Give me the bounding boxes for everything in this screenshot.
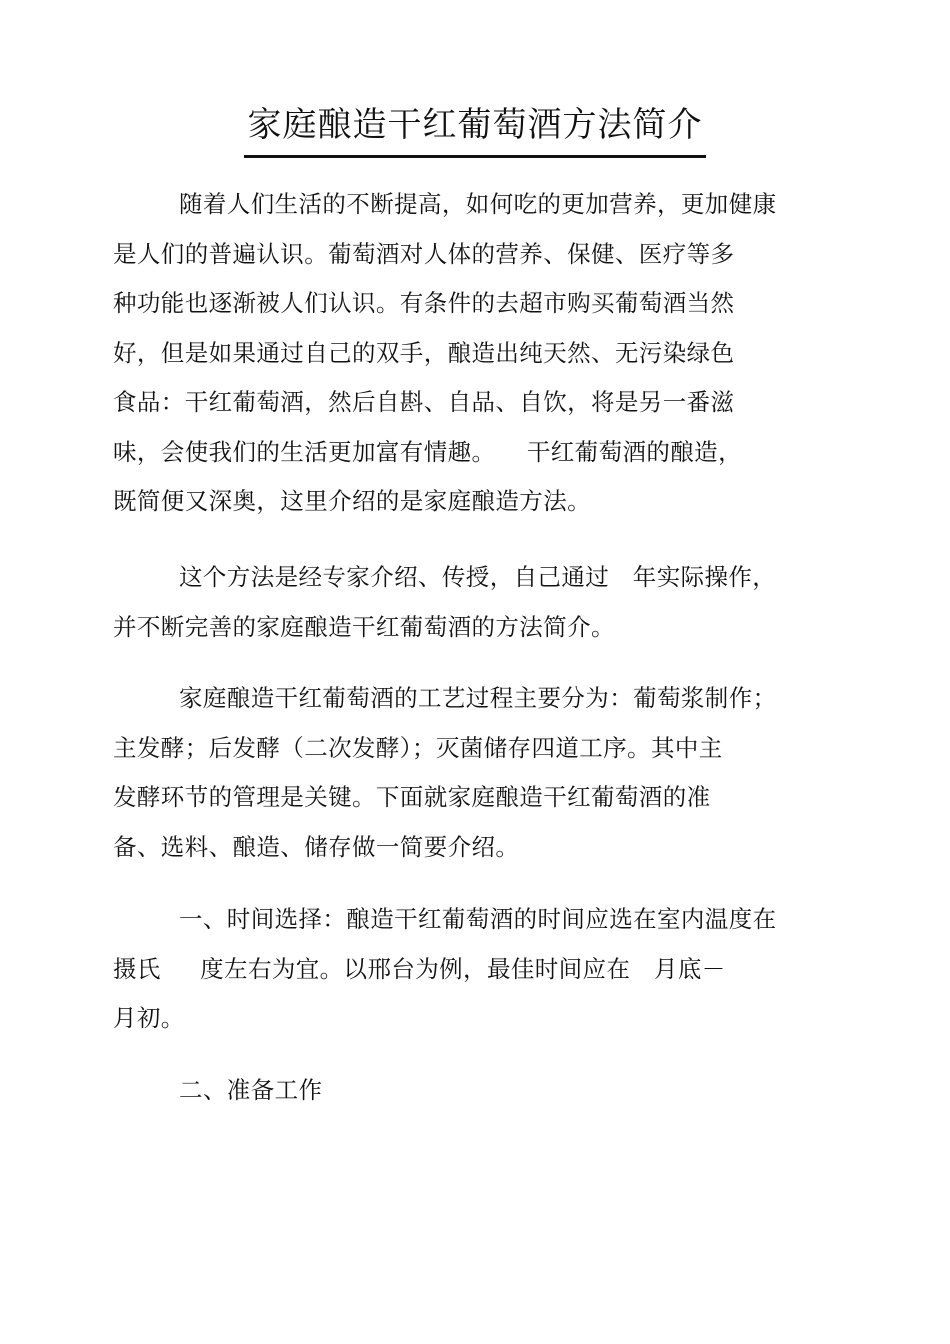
text-line: 一、时间选择：酿造干红葡萄酒的时间应选在室内温度在	[179, 905, 777, 933]
paragraph-intro	[113, 180, 826, 527]
paragraph-process	[113, 674, 826, 872]
text-line: 摄氏 度左右为宜。以邢台为例，最佳时间应在 月底－	[113, 954, 726, 983]
text-line: 月初。	[113, 1004, 185, 1032]
text-line: 随着人们生活的不断提高，如何吃的更加营养，更加健康	[179, 190, 777, 218]
text-line: 家庭酿造干红葡萄酒的工艺过程主要分为：葡萄浆制作；	[179, 684, 777, 712]
section-time-selection	[113, 895, 826, 1044]
paragraph-method-source	[113, 553, 826, 652]
text-line: 味，会使我们的生活更加富有情趣。 干红葡萄酒的酿造，	[113, 437, 742, 466]
text-line: 是人们的普遍认识。葡萄酒对人体的营养、保健、医疗等多	[113, 239, 735, 268]
text-line: 食品：干红葡萄酒，然后自斟、自品、自饮，将是另一番滋	[113, 388, 735, 416]
text-line: 并不断完善的家庭酿造干红葡萄酒的方法简介。	[113, 612, 615, 641]
text-line: 这个方法是经专家介绍、传授，自己通过 年实际操作，	[179, 563, 777, 591]
text-line: 种功能也逐渐被人们认识。有条件的去超市购买葡萄酒当然	[113, 289, 735, 317]
title-underline	[244, 155, 706, 158]
text-line: 发酵环节的管理是关键。下面就家庭酿造干红葡萄酒的准	[113, 783, 711, 811]
section-preparation-heading	[146, 1066, 826, 1116]
text-line: 主发酵；后发酵（二次发酵）；灭菌储存四道工序。其中主	[113, 733, 723, 762]
text-line: 二、准备工作	[179, 1076, 323, 1104]
text-line: 好，但是如果通过自己的双手，酿造出纯天然、无污染绿色	[113, 338, 735, 367]
text-line: 既简便又深奥，这里介绍的是家庭酿造方法。	[113, 487, 591, 515]
document-title: 家庭酿造干红葡萄酒方法简介	[247, 105, 703, 145]
text-line: 备、选料、酿造、储存做一简要介绍。	[113, 832, 520, 861]
